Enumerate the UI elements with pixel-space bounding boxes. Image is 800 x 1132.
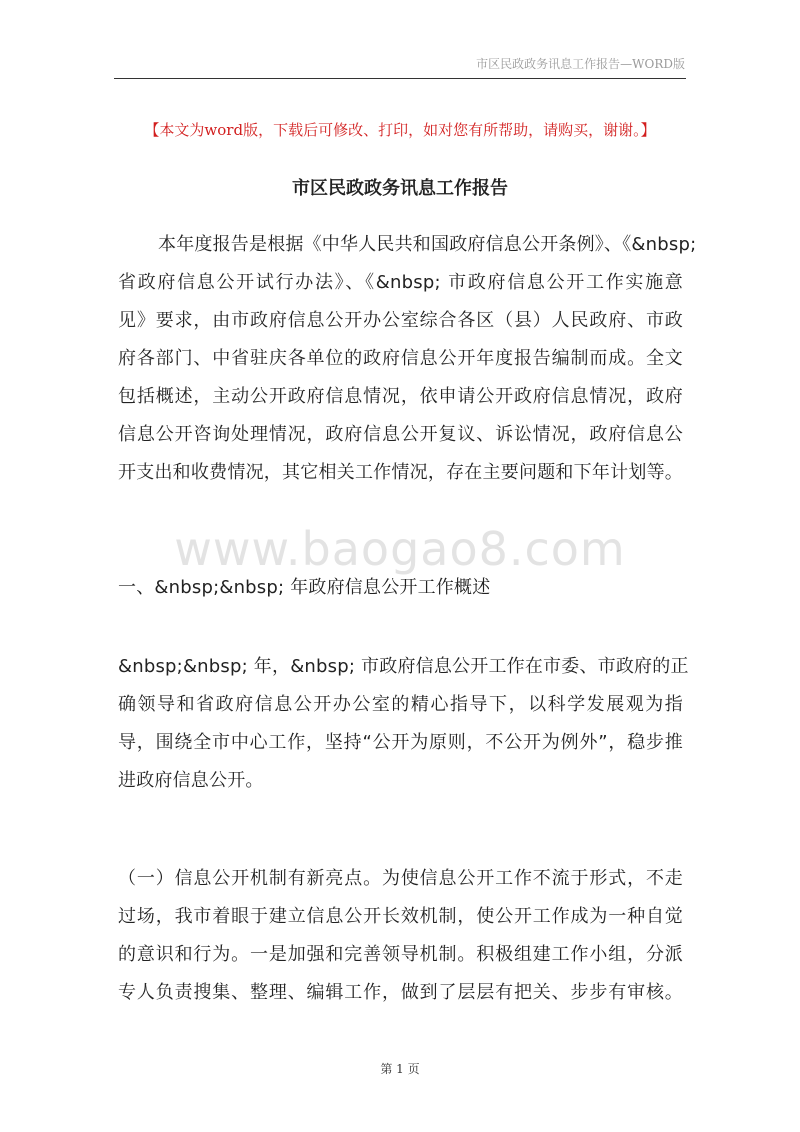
download-notice: 【本文为word版，下载后可修改、打印，如对您有所帮助，请购买，谢谢。】 — [144, 121, 656, 139]
text-line: 确领导和省政府信息公开办公室的精心指导下，以科学发展观为指 — [118, 694, 683, 715]
text-line: 包括概述，主动公开政府信息情况，依申请公开政府信息情况，政府 — [118, 386, 683, 407]
text-line: &nbsp;&nbsp; 年，&nbsp; 市政府信息公开工作在市委、市政府的正 — [118, 656, 689, 677]
text-line: 过场，我市着眼于建立信息公开长效机制，使公开工作成为一种自觉 — [118, 906, 683, 927]
watermark: www.baogao8.com — [174, 522, 626, 576]
text-line: 的意识和行为。一是加强和完善领导机制。积极组建工作小组，分派 — [118, 944, 683, 965]
text-line: 开支出和收费情况，其它相关工作情况，存在主要问题和下年计划等。 — [118, 462, 683, 483]
text-line: 导，围绕全市中心工作，坚持“公开为原则，不公开为例外”，稳步推 — [118, 732, 683, 753]
running-header: 市区民政政务讯息工作报告—WORD版 — [476, 57, 685, 71]
text-line: 见》要求，由市政府信息公开办公室综合各区（县）人民政府、市政 — [118, 310, 683, 331]
document-title: 市区民政政务讯息工作报告 — [292, 178, 508, 199]
text-line: 信息公开咨询处理情况，政府信息公开复议、诉讼情况，政府信息公 — [118, 424, 683, 445]
text-line: 省政府信息公开试行办法》、《&nbsp; 市政府信息公开工作实施意 — [118, 272, 683, 293]
text-line: 进政府信息公开。 — [118, 770, 264, 791]
text-line: 专人负责搜集、整理、编辑工作，做到了层层有把关、步步有审核。 — [118, 982, 683, 1003]
page-number: 第 1 页 — [380, 1062, 420, 1076]
text-line: 一、&nbsp;&nbsp; 年政府信息公开工作概述 — [118, 577, 491, 598]
text-line: 本年度报告是根据《中华人民共和国政府信息公开条例》、《&nbsp; — [158, 234, 697, 255]
text-line: （一）信息公开机制有新亮点。为使信息公开工作不流于形式，不走 — [118, 868, 683, 889]
header-divider — [114, 78, 686, 79]
text-line: 府各部门、中省驻庆各单位的政府信息公开年度报告编制而成。全文 — [118, 348, 683, 369]
